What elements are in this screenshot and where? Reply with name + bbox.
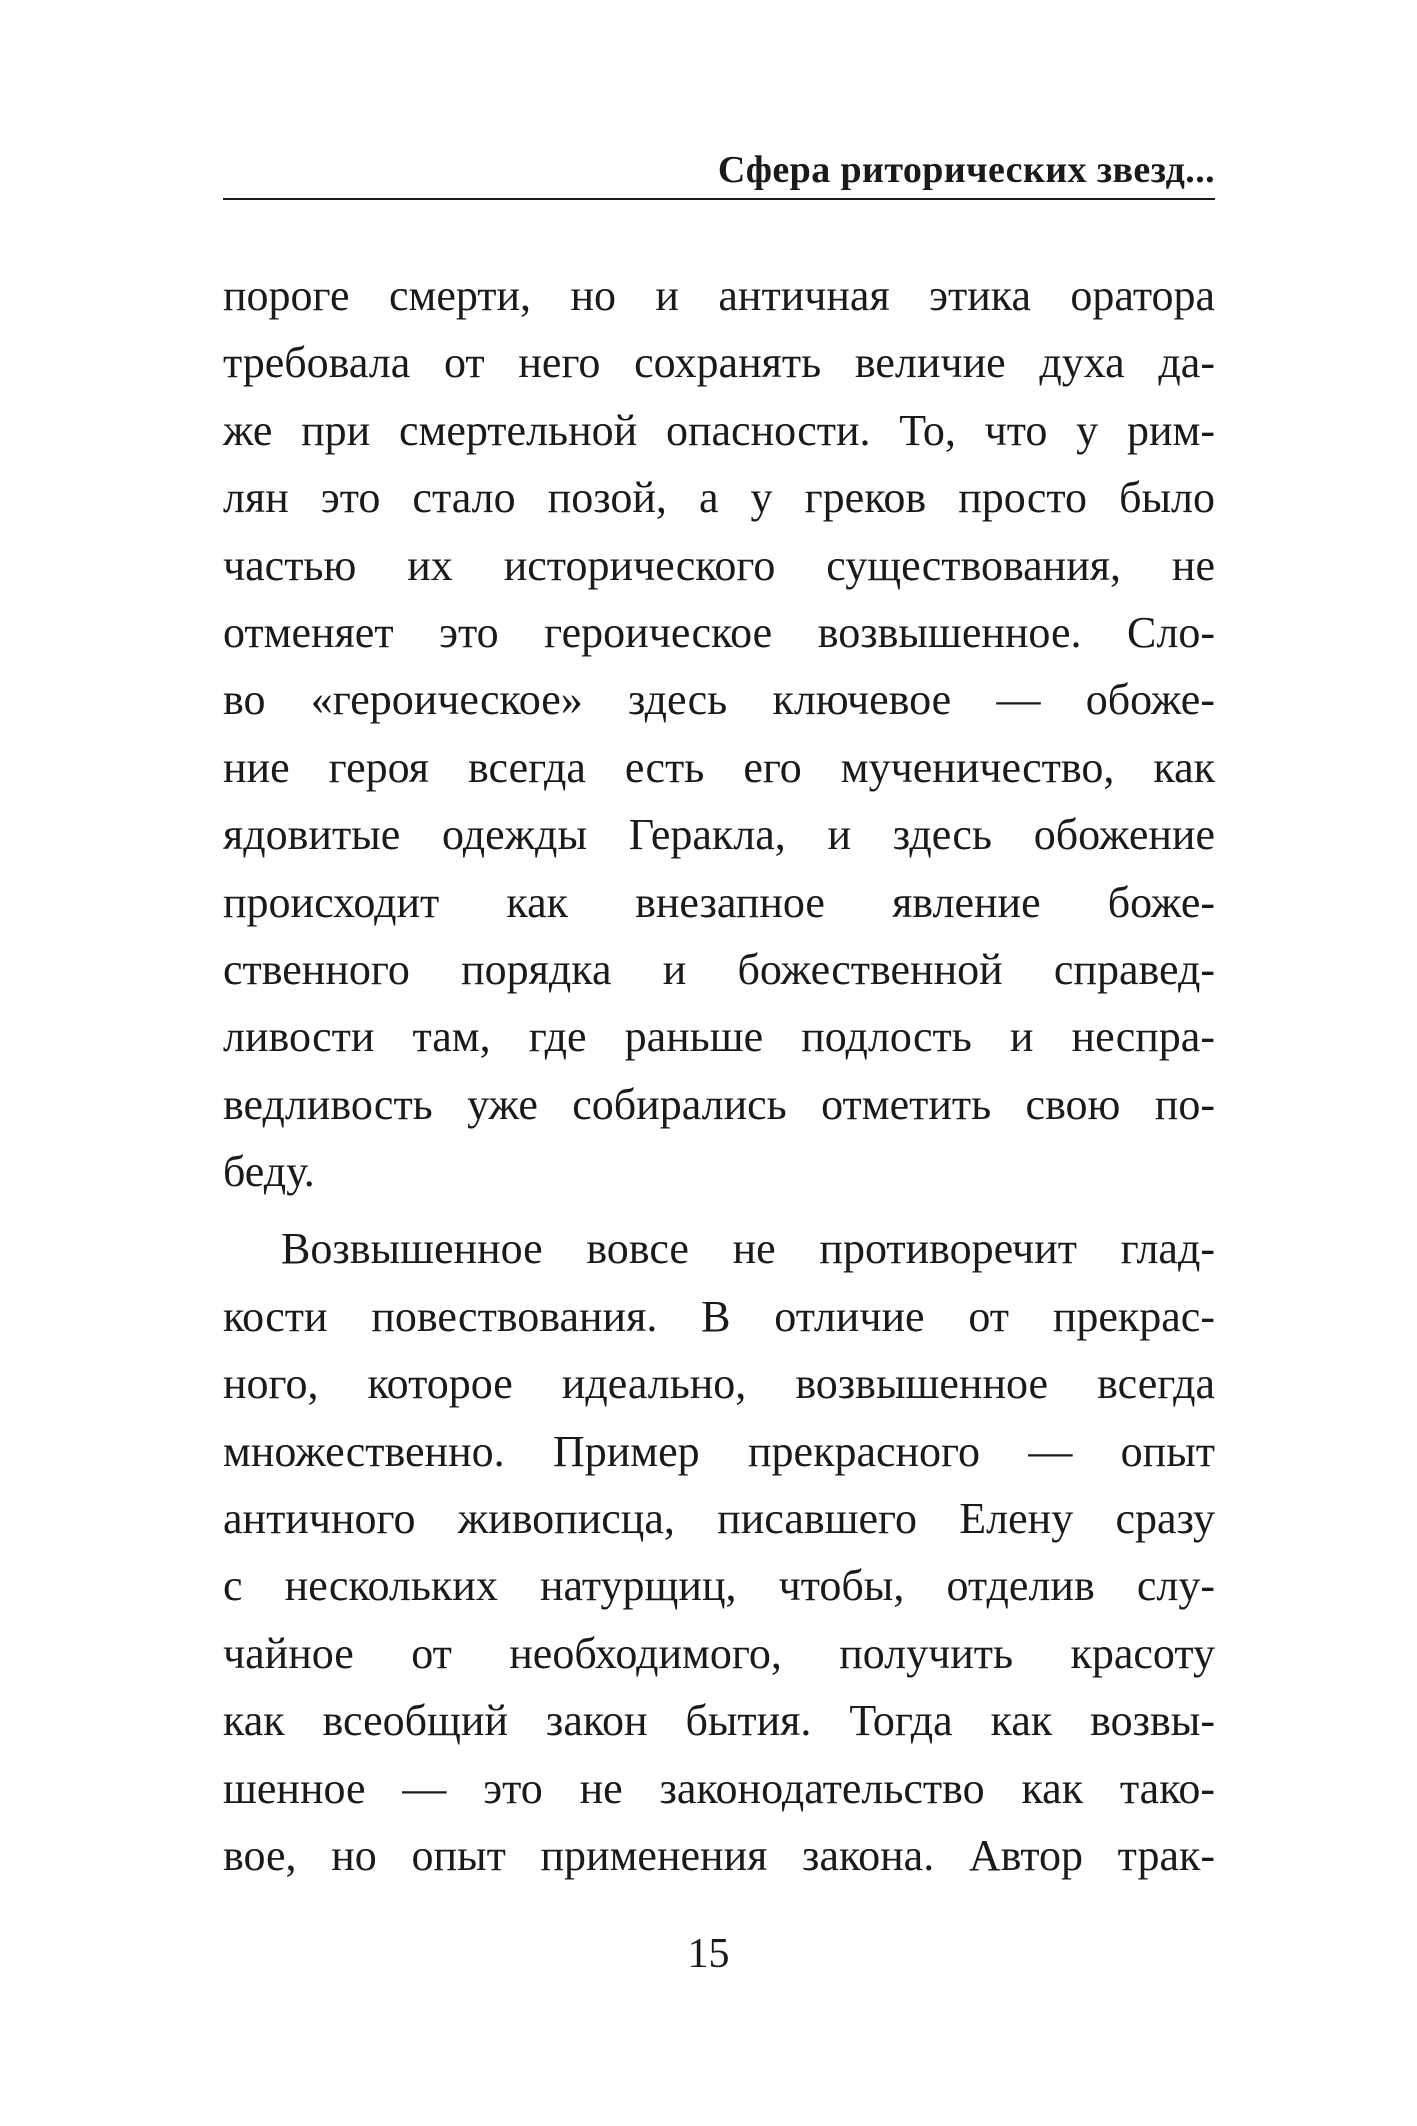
text-line: античного живописца, писавшего Елену сразу xyxy=(223,1494,1215,1544)
text-line: требовала от него сохранять величие духа да- xyxy=(223,338,1215,388)
text-line-paragraph-end: беду. xyxy=(223,1147,315,1197)
text-line: ственного порядка и божественной справед- xyxy=(223,944,1215,994)
running-head-rule xyxy=(223,198,1215,200)
text-line: во «героическое» здесь ключевое — обоже- xyxy=(223,675,1215,725)
body-text xyxy=(223,262,1215,1889)
text-line: ние героя всегда есть его мученичество, как xyxy=(223,742,1215,792)
text-line: как всеобщий закон бытия. Тогда как возвы- xyxy=(223,1696,1215,1746)
text-line: ного, которое идеально, возвышенное всегда xyxy=(223,1359,1215,1409)
text-line: пороге смерти, но и античная этика оратора xyxy=(223,271,1215,320)
text-line: лян это стало позой, а у греков просто было xyxy=(223,473,1215,523)
running-head-title: Сфера риторических звезд... xyxy=(717,149,1215,191)
running-head xyxy=(223,140,1215,202)
text-line: происходит как внезапное явление боже- xyxy=(223,877,1215,927)
text-line: множественно. Пример прекрасного — опыт xyxy=(223,1426,1215,1476)
text-line: ведливость уже собирались отметить свою по- xyxy=(223,1079,1215,1129)
text-line: чайное от необходимого, получить красоту xyxy=(223,1628,1215,1678)
text-line: с нескольких натурщиц, чтобы, отделив слу- xyxy=(223,1561,1215,1611)
text-line: отменяет это героическое возвышенное. Сло- xyxy=(223,607,1215,657)
text-line: вое, но опыт применения закона. Автор трак- xyxy=(223,1830,1215,1880)
text-line: шенное — это не законодательство как тако- xyxy=(223,1763,1215,1813)
text-line: же при смертельной опасности. То, что у рим- xyxy=(223,405,1215,455)
page-number: 15 xyxy=(687,1931,730,1977)
text-line: кости повествования. В отличие от прекрас- xyxy=(223,1291,1215,1341)
paragraph-gap xyxy=(223,1205,1215,1215)
text-line: частью их исторического существования, не xyxy=(223,540,1215,590)
text-line: ядовитые одежды Геракла, и здесь обожение xyxy=(223,810,1215,860)
text-line-paragraph-start: Возвышенное вовсе не противоречит глад- xyxy=(281,1224,1215,1274)
text-line: ливости там, где раньше подлость и неспра- xyxy=(223,1012,1215,1062)
